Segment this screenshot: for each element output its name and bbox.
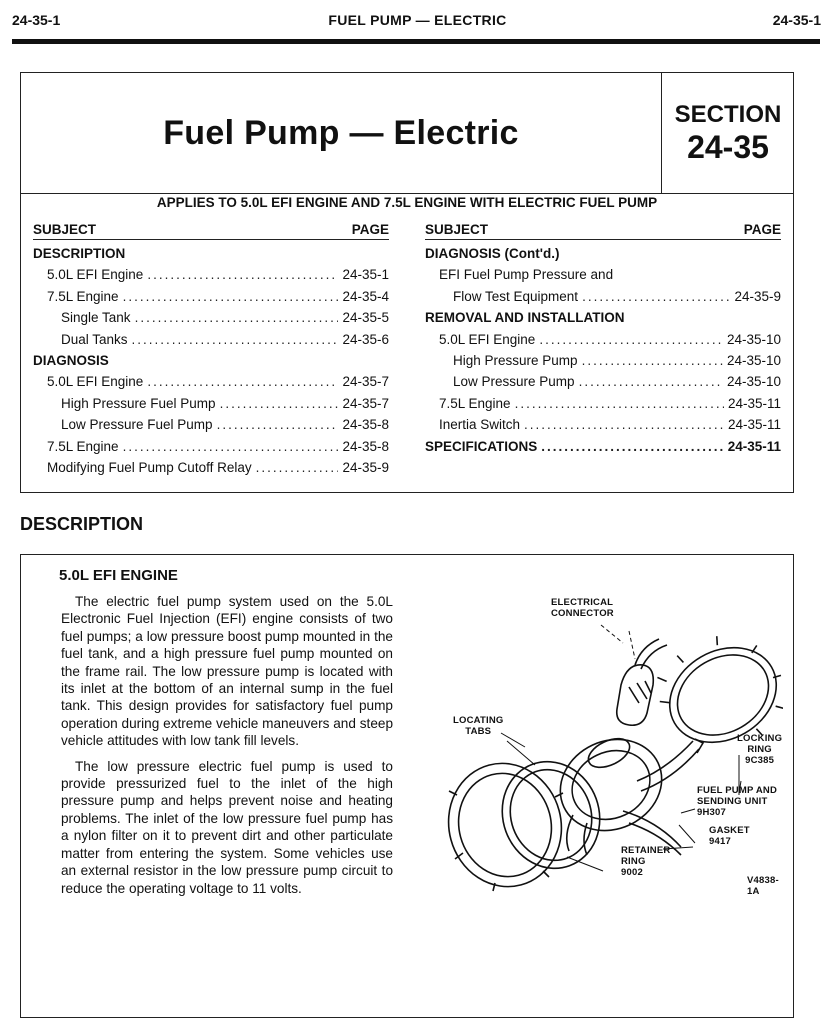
contents-left-column bbox=[33, 222, 389, 481]
toc-entry-title: Inertia Switch bbox=[439, 417, 521, 433]
fuel-pump-exploded-view bbox=[423, 585, 783, 895]
subject-header: SUBJECT bbox=[33, 222, 97, 237]
toc-entry-title: 5.0L EFI Engine bbox=[47, 267, 144, 283]
contents-header bbox=[33, 222, 389, 240]
toc-entry-page: 24-35-9 bbox=[342, 459, 389, 475]
page-number-right: 24-35-1 bbox=[772, 12, 821, 28]
toc-leader-dots bbox=[220, 396, 339, 411]
toc-entry bbox=[33, 439, 389, 460]
label-fuel-pump-sending-unit: FUEL PUMP AND SENDING UNIT 9H307 bbox=[697, 785, 778, 818]
toc-entry-title: Low Pressure Fuel Pump bbox=[61, 417, 213, 433]
toc-entry-page: 24-35-8 bbox=[342, 438, 389, 454]
retainer-ring-drawing bbox=[435, 751, 575, 895]
subsection-heading: 5.0L EFI ENGINE bbox=[59, 567, 178, 584]
label-retainer-ring: RETAINER RING 9002 bbox=[621, 845, 671, 878]
toc-entry bbox=[33, 310, 389, 331]
toc-entry bbox=[425, 310, 781, 331]
running-title: FUEL PUMP — ELECTRIC bbox=[328, 12, 507, 28]
toc-entry bbox=[33, 460, 389, 481]
toc-entry-title: EFI Fuel Pump Pressure and bbox=[439, 267, 614, 283]
toc-entry bbox=[425, 289, 781, 310]
toc-entry-title: High Pressure Pump bbox=[453, 352, 578, 368]
toc-entry-title: Modifying Fuel Pump Cutoff Relay bbox=[47, 459, 252, 475]
page-title: Fuel Pump — Electric bbox=[163, 113, 519, 152]
toc-entry-title: Flow Test Equipment bbox=[453, 288, 579, 304]
toc-entry-page: 24-35-10 bbox=[726, 352, 781, 368]
toc-leader-dots bbox=[217, 417, 339, 432]
toc-entry-title: REMOVAL AND INSTALLATION bbox=[425, 310, 625, 326]
toc-entry-page: 24-35-5 bbox=[342, 310, 389, 326]
toc-entry bbox=[425, 374, 781, 395]
toc-entry-title: Dual Tanks bbox=[61, 331, 128, 347]
toc-entry-title: High Pressure Fuel Pump bbox=[61, 395, 216, 411]
toc-leader-dots bbox=[539, 332, 723, 347]
toc-entry-title: 5.0L EFI Engine bbox=[47, 374, 144, 390]
section-number: 24-35 bbox=[687, 129, 769, 165]
toc-entry-title: DESCRIPTION bbox=[33, 246, 126, 261]
toc-entry bbox=[425, 417, 781, 438]
toc-entry-title: DIAGNOSIS (Cont'd.) bbox=[425, 246, 560, 261]
contents-header bbox=[425, 222, 781, 240]
section-box bbox=[661, 73, 794, 193]
toc-entry-page: 24-35-10 bbox=[726, 331, 781, 347]
toc-leader-dots bbox=[123, 439, 339, 454]
sending-unit-drawing bbox=[545, 723, 703, 855]
section-label: SECTION bbox=[674, 101, 782, 128]
toc-entry bbox=[33, 396, 389, 417]
toc-entry-page: 24-35-11 bbox=[727, 438, 781, 454]
toc-entry-page: 24-35-4 bbox=[342, 288, 389, 304]
page-header: PAGE bbox=[351, 222, 389, 237]
toc-entry bbox=[33, 374, 389, 395]
toc-leader-dots bbox=[541, 439, 723, 454]
toc-entry-page: 24-35-7 bbox=[342, 395, 389, 411]
label-locating-tabs: LOCATING TABS bbox=[453, 715, 504, 737]
applies-to: APPLIES TO 5.0L EFI ENGINE AND 7.5L ENGINE WITH ELECTRIC FUEL PUMP bbox=[156, 195, 658, 210]
label-electrical-connector: ELECTRICAL CONNECTOR bbox=[551, 597, 614, 619]
toc-leader-dots bbox=[147, 374, 338, 389]
toc-entry-page: 24-35-6 bbox=[342, 331, 389, 347]
label-gasket: GASKET 9417 bbox=[709, 825, 750, 847]
contents-box bbox=[20, 190, 794, 493]
toc-leader-dots bbox=[582, 353, 723, 368]
paragraph: The electric fuel pump system used on the 5.0L Electronic Fuel Injection (EFI) engine consists of two fuel pumps; a low pressure boost pump mounted in the fuel tank, and a high pressure fuel pump mounted on the frame rail. The low pressure pump is located with its inlet at the bottom of an internal sump in the fuel tank. This design provides for satisfactory fuel pump operation during extreme vehicle maneuvers and steep vehicle attitudes with low tank fill levels. bbox=[61, 594, 393, 749]
toc-entry bbox=[33, 353, 389, 374]
toc-entry-page: 24-35-8 bbox=[342, 417, 389, 433]
contents-right-column bbox=[425, 222, 781, 460]
toc-leader-dots bbox=[524, 417, 724, 432]
toc-entry bbox=[33, 417, 389, 438]
toc-leader-dots bbox=[147, 267, 338, 282]
label-locking-ring: LOCKING RING 9C385 bbox=[737, 733, 783, 766]
running-header bbox=[0, 8, 835, 32]
toc-entry-title: 7.5L Engine bbox=[47, 438, 119, 454]
toc-entry bbox=[425, 332, 781, 353]
page-number-left: 24-35-1 bbox=[12, 12, 61, 28]
electrical-connector-drawing bbox=[617, 639, 667, 725]
toc-leader-dots bbox=[579, 374, 723, 389]
toc-entry bbox=[33, 289, 389, 310]
toc-entry bbox=[33, 246, 389, 267]
toc-entry bbox=[425, 246, 781, 267]
toc-entry-page: 24-35-11 bbox=[727, 395, 781, 411]
toc-entry-title: Low Pressure Pump bbox=[453, 374, 575, 390]
toc-entry-page: 24-35-9 bbox=[734, 288, 781, 304]
title-box bbox=[20, 72, 794, 194]
fuel-pump-diagram bbox=[423, 585, 783, 895]
toc-entry bbox=[425, 439, 781, 460]
toc-entry-page: 24-35-7 bbox=[342, 374, 389, 390]
header-rule bbox=[12, 39, 820, 44]
description-heading: DESCRIPTION bbox=[20, 514, 144, 534]
toc-leader-dots bbox=[515, 396, 724, 411]
toc-entry bbox=[33, 267, 389, 288]
toc-entry-title: DIAGNOSIS bbox=[33, 352, 109, 368]
toc-entry bbox=[425, 396, 781, 417]
toc-entry-title: 5.0L EFI Engine bbox=[439, 331, 536, 347]
subject-header: SUBJECT bbox=[425, 222, 489, 237]
toc-leader-dots bbox=[123, 289, 339, 304]
toc-entry-title: 7.5L Engine bbox=[439, 395, 511, 411]
figure-id: V4838-1A bbox=[747, 875, 779, 897]
toc-leader-dots bbox=[135, 310, 339, 325]
toc-entry bbox=[33, 332, 389, 353]
toc-entry bbox=[425, 353, 781, 374]
paragraph: The low pressure electric fuel pump is used to provide pressurized fuel to the inlet of the high pressure pump and helps prevent noise and heating problems. The inlet of the low pressure fuel pump has a nylon filter on it to prevent dirt and other particulate matter from entering the system. Some vehicles use an external resistor in the low pressure pump circuit to reduce the operating voltage to 11 volts. bbox=[61, 758, 393, 896]
toc-entry-page: 24-35-1 bbox=[342, 267, 389, 283]
toc-entry-title: SPECIFICATIONS bbox=[425, 438, 538, 454]
body-text bbox=[61, 593, 393, 905]
page-header: PAGE bbox=[743, 222, 781, 237]
toc-entry bbox=[425, 267, 781, 288]
toc-entry-page: 24-35-10 bbox=[726, 374, 781, 390]
toc-entry-title: Single Tank bbox=[61, 310, 131, 326]
description-box bbox=[20, 554, 794, 1018]
toc-entry-page: 24-35-11 bbox=[727, 417, 781, 433]
toc-leader-dots bbox=[582, 289, 730, 304]
toc-leader-dots bbox=[256, 460, 339, 475]
toc-entry-title: 7.5L Engine bbox=[47, 288, 119, 304]
toc-leader-dots bbox=[132, 332, 339, 347]
